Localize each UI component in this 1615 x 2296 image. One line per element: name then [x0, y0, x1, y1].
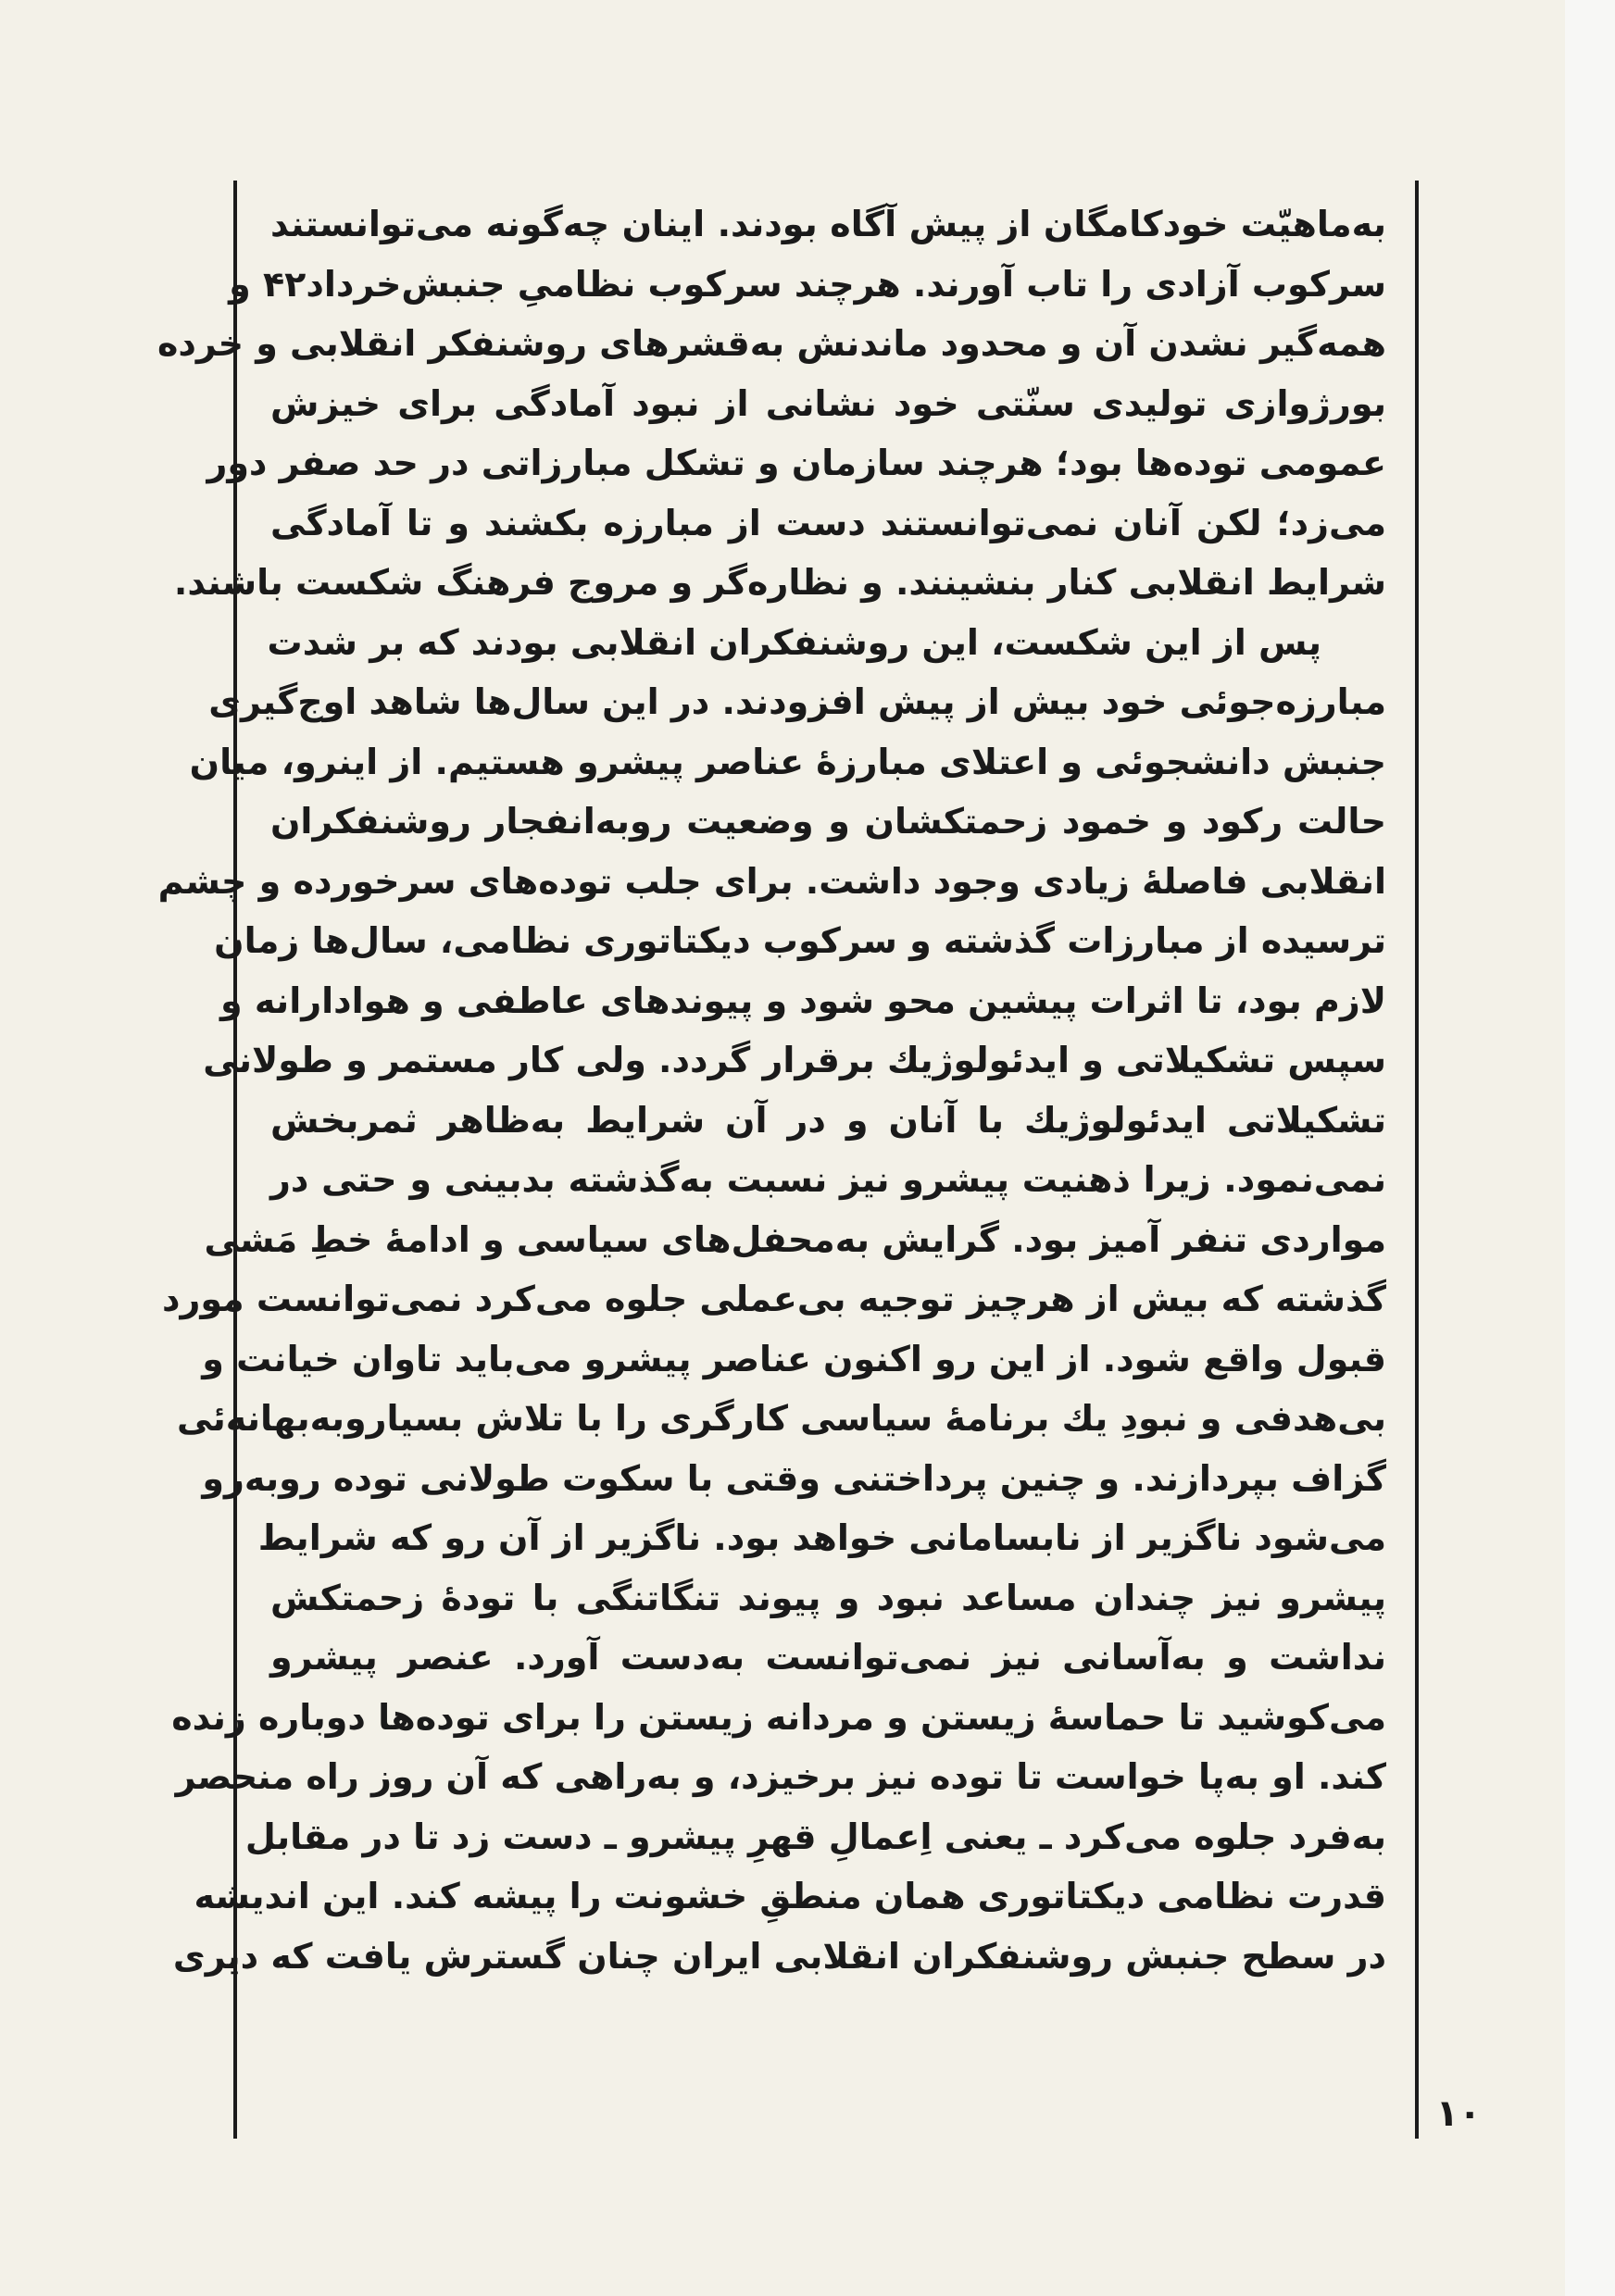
text-line: سپس تشکیلاتی و ایدئولوژیك برقرار گردد. ولی کار مستمر و طولانی [203, 1040, 1386, 1080]
text-line: پس از این شکست، این روشنفکران انقلابی بودند که بر شدت [267, 621, 1321, 663]
text-line: لازم بود، تا اثرات پیشین محو شود و پیوندهای عاطفی و هوادارانه و [220, 980, 1386, 1021]
text-line: قدرت نظامی دیکتاتوری همان منطقِ خشونت را پیشه کند. این اندیشه [194, 1876, 1386, 1916]
text-line: می‌زد؛ لکن آنان نمی‌توانستند دست از مبارزه بکشند و تا آمادگی [270, 502, 1386, 543]
text-line: به‌فرد جلوه می‌کرد ـ یعنی اِعمالِ قهرِ پیشرو ـ دست زد تا در مقابل [244, 1816, 1386, 1857]
paragraph-1 [157, 194, 1386, 613]
text-line: همه‌گیر نشدن آن و محدود ماندنش به‌قشرهای روشنفکر انقلابی و خرده [157, 323, 1386, 364]
text-line: گذشته که بیش از هرچیز توجیه بی‌عملی جلوه می‌کرد نمی‌توانست مورد [161, 1279, 1386, 1319]
text-line: گزاف بپردازند. و چنین پرداختنی وقتی با سکوت طولانی توده روبه‌رو [202, 1457, 1386, 1499]
text-line: انقلابی فاصلهٔ زیادی وجود داشت. برای جلب توده‌های سرخورده و چشم [157, 860, 1386, 902]
paragraph-2 [157, 613, 1386, 1987]
text-line: نداشت و به‌آسانی نیز نمی‌توانست به‌دست آورد. عنصر پیشرو [270, 1637, 1386, 1678]
body-text-column [157, 194, 1386, 2092]
text-line: مبارزه‌جوئی خود بیش از پیش افزودند. در این سال‌ها شاهد اوج‌گیری [208, 681, 1386, 722]
right-vertical-rule [1415, 181, 1419, 2139]
text-line: شرایط انقلابی کنار بنشینند. و نظاره‌گر و مروج فرهنگ شکست باشند. [173, 562, 1386, 603]
text-line: مواردی تنفر آمیز بود. گرایش به‌محفل‌های سیاسی و ادامهٔ خطِ مَشی [204, 1218, 1386, 1260]
page-number: ۱۰ [1435, 2092, 1482, 2135]
text-line: در سطح جنبش روشنفکران انقلابی ایران چنان گسترش یافت که دیری [172, 1935, 1386, 1977]
text-line: به‌ماهیّت خودکامگان از پیش آگاه بودند. اینان چه‌گونه می‌توانستند [270, 204, 1386, 244]
text-line: می‌کوشید تا حماسهٔ زیستن و مردانه زیستن را برای توده‌ها دوباره زنده [171, 1696, 1386, 1738]
text-line: پیشرو نیز چندان مساعد نبود و پیوند تنگاتنگی با تودهٔ زحمتکش [270, 1577, 1386, 1618]
text-line: تشکیلاتی ایدئولوژیك با آنان و در آن شرایط به‌ظاهر ثمربخش [270, 1099, 1386, 1141]
text-line: بورژوازی تولیدی سنّتی خود نشانی از نبود آمادگی برای خیزش [270, 382, 1386, 424]
text-line: ترسیده از مبارزات گذشته و سرکوب دیکتاتوری نظامی، سال‌ها زمان [214, 920, 1386, 961]
text-line: بی‌هدفی و نبودِ یك برنامهٔ سیاسی کارگری را با تلاش بسیاروبه‌بهانه‌ئی [177, 1398, 1386, 1439]
text-line: کند. او به‌پا خواست تا توده نیز برخیزد، و به‌راهی که آن روز راه منحصر [175, 1756, 1386, 1797]
text-line: می‌شود ناگزیر از نابسامانی خواهد بود. ناگزیر از آن رو که شرایط [257, 1517, 1386, 1558]
text-line: نمی‌نمود. زیرا ذهنیت پیشرو نیز نسبت به‌گذشته بدبینی و حتی در [270, 1159, 1386, 1200]
text-line: سرکوب آزادی را تاب آورند. هرچند سرکوب نظامیِ جنبش‌خرداد۴۲ و [229, 263, 1386, 305]
text-line: قبول واقع شود. از این رو اکنون عناصر پیشرو می‌باید تاوان خیانت و [202, 1338, 1386, 1379]
text-line: جنبش دانشجوئی و اعتلای مبارزهٔ عناصر پیشرو هستیم. از اینرو، میان [189, 741, 1386, 782]
scan-margin-strip [1565, 0, 1615, 2296]
text-line: حالت رکود و خمود زحمتکشان و وضعیت روبه‌انفجار روشنفکران [270, 801, 1386, 842]
text-line: عمومی توده‌ها بود؛ هرچند سازمان و تشکل مبارزاتی در حد صفر دور [207, 443, 1386, 483]
